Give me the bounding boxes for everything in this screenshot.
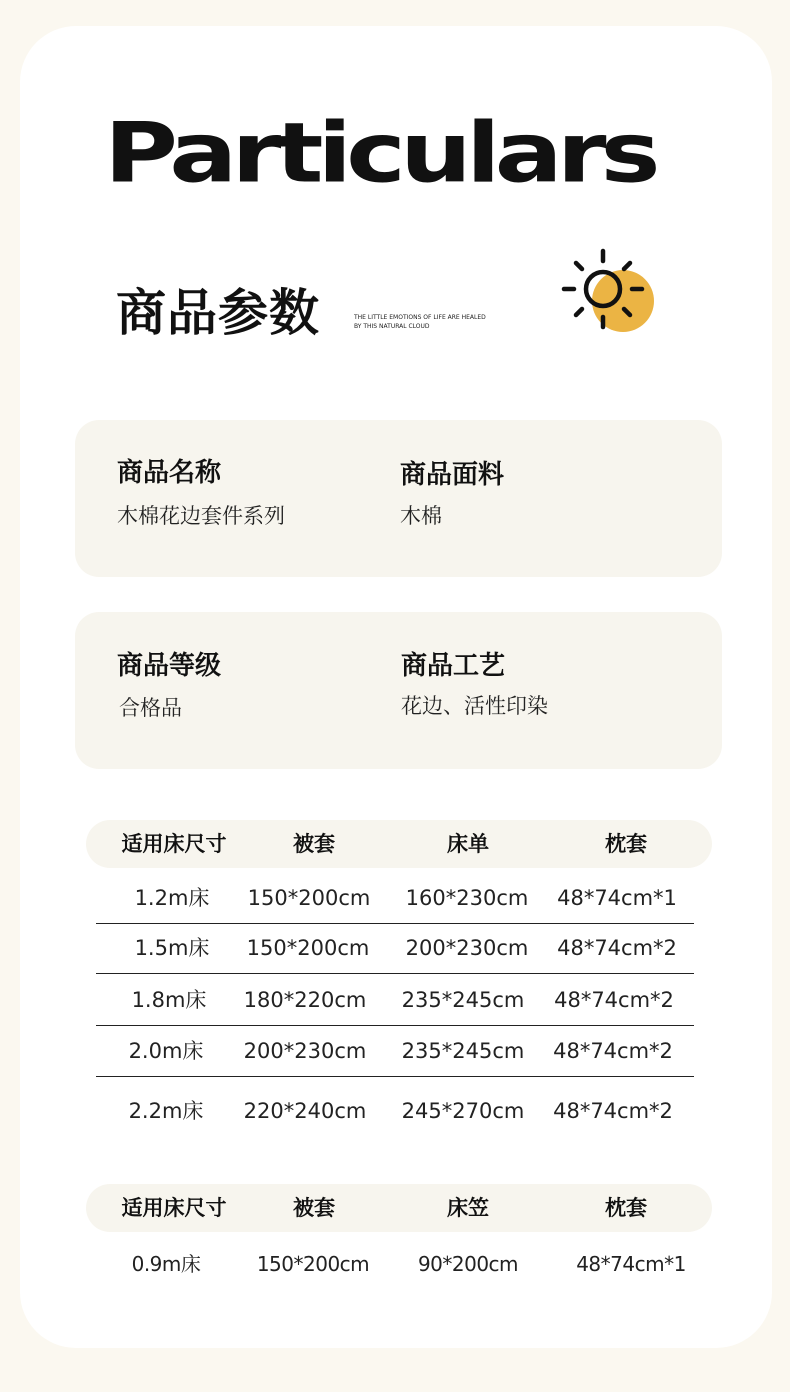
table-row	[96, 873, 694, 924]
product-craft-value: 花边、活性印染	[401, 694, 548, 718]
table-cell-duvet: 150*200cm	[256, 1252, 370, 1276]
size-table-header-pillowcase: 枕套	[605, 832, 647, 856]
size-table-header-sheet: 床单	[447, 832, 489, 856]
table-cell-duvet: 180*220cm	[243, 988, 367, 1012]
table-cell-sheet: 235*245cm	[401, 1039, 525, 1063]
tagline-line-2: BY THIS NATURAL CLOUD	[354, 323, 430, 330]
product-info-panel-1	[75, 420, 722, 577]
table-cell-bed-size: 2.2m床	[128, 1099, 204, 1123]
size-table-header-bed: 适用床尺寸	[121, 832, 227, 856]
table-cell-bed-size: 0.9m床	[131, 1252, 201, 1276]
product-grade-value: 合格品	[119, 696, 182, 720]
table-cell-pillowcase: 48*74cm*2	[553, 1039, 673, 1063]
product-fabric-value: 木棉	[400, 504, 442, 528]
table-cell-bed-size: 1.8m床	[131, 988, 207, 1012]
table-cell-fitted-sheet: 90*200cm	[417, 1252, 519, 1276]
table-cell-bed-size: 1.5m床	[134, 936, 210, 960]
table-cell-duvet: 150*200cm	[247, 886, 371, 910]
product-grade-label: 商品等级	[117, 651, 222, 681]
table-cell-duvet: 220*240cm	[243, 1099, 367, 1123]
table-cell-sheet: 160*230cm	[405, 886, 529, 910]
table-cell-duvet: 150*200cm	[246, 936, 370, 960]
table-cell-pillowcase: 48*74cm*1	[576, 1252, 686, 1276]
sun-icon	[560, 247, 656, 337]
table-row	[96, 923, 694, 974]
table-cell-sheet: 200*230cm	[405, 936, 529, 960]
table-row	[96, 1026, 694, 1077]
size-table-header	[86, 820, 712, 868]
page-title: Particulars	[104, 104, 655, 202]
table-cell-pillowcase: 48*74cm*1	[557, 886, 677, 910]
table-cell-bed-size: 2.0m床	[128, 1039, 204, 1063]
tagline	[354, 313, 486, 331]
fitted-table-header-fitted-sheet: 床笠	[447, 1196, 489, 1220]
product-info-panel-2	[75, 612, 722, 769]
product-craft-label: 商品工艺	[401, 651, 506, 681]
table-row	[96, 1086, 694, 1136]
product-name-value: 木棉花边套件系列	[117, 504, 285, 528]
table-cell-pillowcase: 48*74cm*2	[557, 936, 677, 960]
tagline-line-1: THE LITTLE EMOTIONS OF LIFE ARE HEALED	[354, 314, 486, 321]
fitted-table-header-pillowcase: 枕套	[605, 1196, 647, 1220]
fitted-table-header	[86, 1184, 712, 1232]
table-cell-sheet: 235*245cm	[401, 988, 525, 1012]
section-title: 商品参数	[116, 284, 320, 342]
size-table-header-duvet: 被套	[293, 832, 335, 856]
table-cell-sheet: 245*270cm	[401, 1099, 525, 1123]
fitted-table-header-bed: 适用床尺寸	[121, 1196, 227, 1220]
table-cell-duvet: 200*230cm	[243, 1039, 367, 1063]
product-name-label: 商品名称	[117, 458, 222, 488]
table-row	[96, 1239, 694, 1289]
table-cell-bed-size: 1.2m床	[134, 886, 210, 910]
fitted-table-header-duvet: 被套	[293, 1196, 335, 1220]
table-row	[96, 975, 694, 1026]
product-fabric-label: 商品面料	[400, 460, 505, 490]
table-cell-pillowcase: 48*74cm*2	[554, 988, 674, 1012]
table-cell-pillowcase: 48*74cm*2	[553, 1099, 673, 1123]
